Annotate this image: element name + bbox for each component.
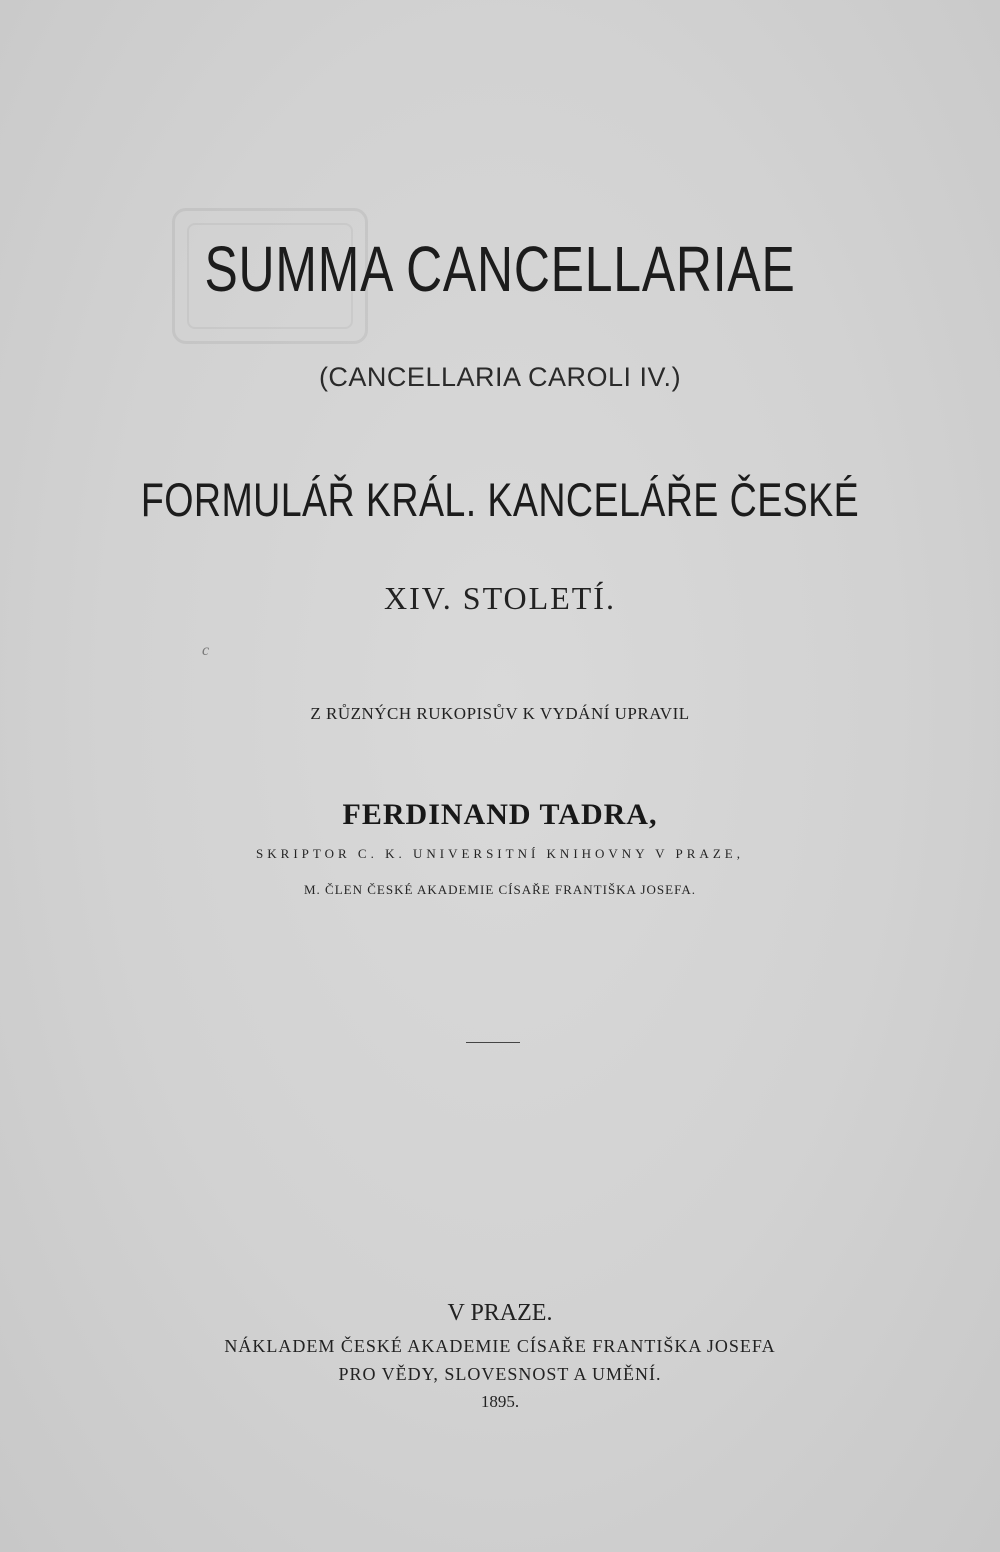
- author-role: SKRIPTOR C. K. UNIVERSITNÍ KNIHOVNY V PRAZE,: [256, 846, 744, 861]
- century-line: XIV. STOLETÍ.: [384, 580, 616, 616]
- imprint-publisher-line: PRO VĚDY, SLOVESNOST A UMĚNÍ.: [338, 1364, 662, 1384]
- imprint-publisher-line: NÁKLADEM ČESKÉ AKADEMIE CÍSAŘE FRANTIŠKA JOSEFA: [224, 1336, 776, 1356]
- imprint-place: V PRAZE.: [447, 1300, 553, 1326]
- book-subtitle: (CANCELLARIA CAROLI IV.): [318, 362, 682, 392]
- book-title: SUMMA CANCELLARIAE: [204, 233, 796, 305]
- divider-rule: [466, 1042, 520, 1043]
- author-name: FERDINAND TADRA,: [342, 798, 658, 831]
- author-role: M. ČLEN ČESKÉ AKADEMIE CÍSAŘE FRANTIŠKA JOSEFA.: [303, 882, 696, 897]
- margin-mark: c: [202, 642, 210, 659]
- book-heading: FORMULÁŘ KRÁL. KANCELÁŘE ČESKÉ: [140, 473, 860, 526]
- edited-by-line: Z RŮZNÝCH RUKOPISŮV K VYDÁNÍ UPRAVIL: [310, 704, 690, 723]
- imprint-year: 1895.: [480, 1392, 520, 1411]
